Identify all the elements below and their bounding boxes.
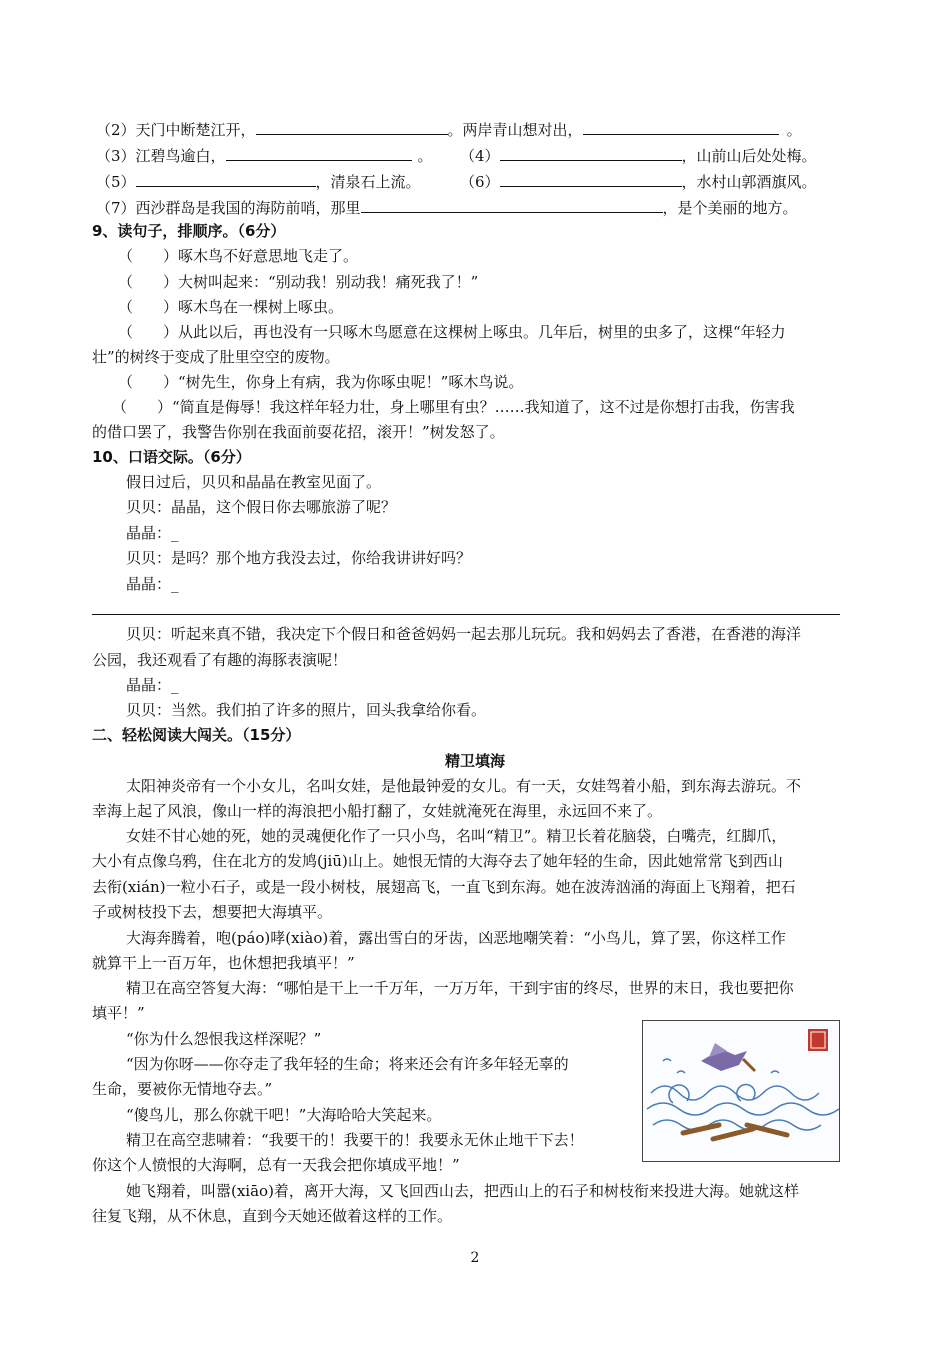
poem-text: （5） xyxy=(96,173,136,191)
reading-paragraph-cont: 往复飞翔，从不休息，直到今天她还做着这样的工作。 xyxy=(92,1207,453,1225)
order-sentence-6-cont: 的借口罢了，我警告你别在我面前耍花招，滚开！”树发怒了。 xyxy=(92,423,505,441)
swirl-icon xyxy=(737,1084,755,1101)
dialogue-line: 贝贝：晶晶，这个假日你去哪旅游了呢？ xyxy=(126,498,397,516)
bird-body-icon xyxy=(701,1049,747,1071)
order-sentence-6[interactable]: （ ）“简直是侮辱！我这样年轻力壮，身上哪里有虫？……我知道了，这不过是你想打击我，伤害我 xyxy=(112,398,795,416)
reading-paragraph: 精卫在高空答复大海：“哪怕是干上一千万年，一万万年，干到宇宙的终尽，世界的末日，我也要把你 xyxy=(126,979,794,997)
order-sentence-1[interactable]: （ ）啄木鸟不好意思地飞走了。 xyxy=(118,247,359,265)
poem-text: 。 xyxy=(786,121,802,139)
wave-icon xyxy=(651,1086,819,1100)
section-2-title: 二、轻松阅读大闯关。（15分） xyxy=(92,726,301,744)
poem-line-7 xyxy=(96,196,798,218)
reading-paragraph: “你为什么怨恨我这样深呢？” xyxy=(126,1030,322,1048)
dialogue-answer[interactable]: 晶晶：_ xyxy=(126,524,179,542)
reading-paragraph: “傻鸟儿，那么你就干吧！”大海哈哈大笑起来。 xyxy=(126,1106,442,1124)
reading-paragraph-cont: 就算干上一百万年，也休想把我填平！” xyxy=(92,954,355,972)
reading-title: 精卫填海 xyxy=(444,752,505,770)
reading-paragraph-cont: 你这个人愤恨的大海啊，总有一天我会把你填成平地！” xyxy=(92,1156,460,1174)
poem-text: （7）西沙群岛是我国的海防前哨，那里 xyxy=(96,199,361,217)
poem-text: （3）江碧鸟逾白， xyxy=(96,147,226,165)
answer-blank[interactable] xyxy=(136,170,316,187)
reading-paragraph-cont: 子或树枝投下去，想要把大海填平。 xyxy=(92,903,333,921)
order-sentence-3[interactable]: （ ）啄木鸟在一棵树上啄虫。 xyxy=(118,298,344,316)
dialogue-line: 贝贝：是吗？那个地方我没去过，你给我讲讲好吗？ xyxy=(126,549,472,567)
dialogue-line-cont: 公园，我还观看了有趣的海豚表演呢！ xyxy=(92,651,348,669)
answer-blank[interactable] xyxy=(226,144,412,161)
dialogue-intro: 假日过后，贝贝和晶晶在教室见面了。 xyxy=(126,473,382,491)
poem-text: ，是个美丽的地方。 xyxy=(662,199,798,217)
poem-text: （4） xyxy=(460,147,500,165)
jingwei-illustration xyxy=(642,1020,840,1162)
answer-blank[interactable] xyxy=(500,170,682,187)
dialogue-answer[interactable]: 晶晶：_ xyxy=(126,676,179,694)
answer-blank[interactable] xyxy=(583,118,779,135)
poem-text: （6） xyxy=(460,173,500,191)
dialogue-answer[interactable]: 晶晶：_ xyxy=(126,575,179,593)
order-sentence-4[interactable]: （ ）从此以后，再也没有一只啄木鸟愿意在这棵树上啄虫。几年后，树里的虫多了，这棵“年轻力 xyxy=(118,323,786,341)
question-9-title: 9、读句子，排顺序。（6分） xyxy=(92,222,286,240)
poem-line-4 xyxy=(460,144,817,166)
question-10-title: 10、口语交际。（6分） xyxy=(92,448,251,466)
jingwei-bird-icon xyxy=(643,1021,839,1161)
gull-icon xyxy=(663,1059,671,1061)
poem-line-3 xyxy=(96,144,433,166)
reading-paragraph: 大海奔腾着，咆(páo)哮(xiào)着，露出雪白的牙齿，凶恶地嘲笑着：“小鸟儿，算了罢，你这样工作 xyxy=(126,929,786,947)
reading-paragraph: “因为你呀——你夺走了我年轻的生命；将来还会有许多年轻无辜的 xyxy=(126,1055,569,1073)
reading-paragraph-cont: 幸海上起了风浪，像山一样的海浪把小船打翻了，女娃就淹死在海里，永远回不来了。 xyxy=(92,802,663,820)
answer-line[interactable] xyxy=(92,614,840,615)
answer-blank[interactable] xyxy=(256,118,448,135)
order-sentence-2[interactable]: （ ）大树叫起来：“别动我！别动我！痛死我了！” xyxy=(118,273,479,291)
poem-text: ，清泉石上流。 xyxy=(315,173,421,191)
reading-paragraph: 太阳神炎帝有一个小女儿，名叫女娃，是他最钟爱的女儿。有一天，女娃驾着小船，到东海去游玩。不 xyxy=(126,777,802,795)
branch-icon xyxy=(713,1129,753,1139)
reading-paragraph: 女娃不甘心她的死，她的灵魂便化作了一只小鸟，名叫“精卫”。精卫长着花脑袋，白嘴壳，红脚爪， xyxy=(126,827,787,845)
twig-icon xyxy=(743,1059,755,1071)
reading-paragraph-cont: 填平！” xyxy=(92,1004,145,1022)
gull-icon xyxy=(677,1071,685,1073)
answer-blank[interactable] xyxy=(500,144,682,161)
poem-text: （2）天门中断楚江开， xyxy=(96,121,256,139)
order-sentence-5[interactable]: （ ）“树先生，你身上有病，我为你啄虫呢！”啄木鸟说。 xyxy=(118,373,524,391)
dialogue-line: 贝贝：听起来真不错，我决定下个假日和爸爸妈妈一起去那儿玩玩。我和妈妈去了香港，在香港的海洋 xyxy=(126,625,802,643)
reading-paragraph-cont: 生命，要被你无情地夺去。” xyxy=(92,1080,273,1098)
reading-paragraph-cont: 去衔(xián)一粒小石子，或是一段小树枝，展翅高飞，一直飞到东海。她在波涛汹涌的海面上飞翔着，把石 xyxy=(92,878,796,896)
reading-paragraph-cont: 大小有点像乌鸦，住在北方的发鸠(jiū)山上。她恨无情的大海夺去了她年轻的生命，因此她常常飞到西山 xyxy=(92,852,783,870)
wave-icon xyxy=(647,1103,839,1115)
poem-line-5 xyxy=(96,170,421,192)
gull-icon xyxy=(771,1071,779,1073)
poem-text: 。 xyxy=(417,147,433,165)
dialogue-line: 贝贝：当然。我们拍了许多的照片，回头我拿给你看。 xyxy=(126,701,487,719)
poem-text: ，水村山郭酒旗风。 xyxy=(681,173,817,191)
poem-text: ，山前山后处处梅。 xyxy=(681,147,817,165)
order-sentence-4-cont: 壮”的树终于变成了肚里空空的废物。 xyxy=(92,348,340,366)
poem-line-6 xyxy=(460,170,817,192)
reading-paragraph: 她飞翔着，叫嚣(xiāo)着，离开大海，又飞回西山去，把西山上的石子和树枝衔来投进大海。她就这样 xyxy=(126,1182,799,1200)
reading-paragraph: 精卫在高空悲啸着：“我要干的！我要干的！我要永无休止地干下去！ xyxy=(126,1131,584,1149)
poem-text: 。两岸青山想对出， xyxy=(447,121,583,139)
wave-icon xyxy=(653,1120,821,1130)
page-number: 2 xyxy=(470,1250,480,1266)
poem-line-2 xyxy=(96,118,802,140)
answer-blank[interactable] xyxy=(361,196,663,213)
